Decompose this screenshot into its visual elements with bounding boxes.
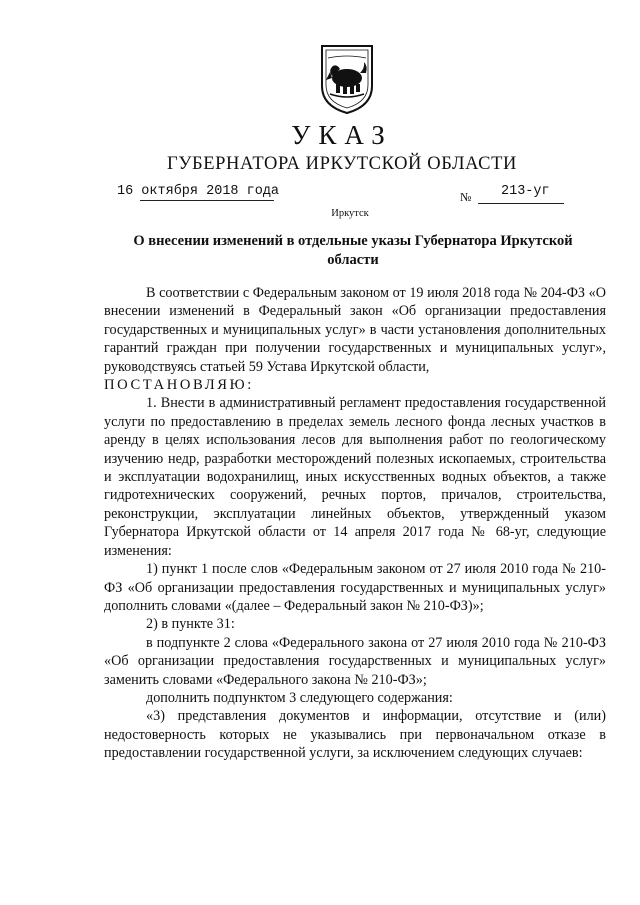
decree-word: ПОСТАНОВЛЯЮ:	[104, 377, 254, 394]
paragraph-item-1: 1. Внести в административный регламент предоставления государственной услуги по предоставлению в пределах земель лесного фонда лесных участков в аренду в целях использования лесов для выполнения работ по геологическому изучению недр, разработки месторождений полезных ископаемых, строительства и эксплуатации водохранилищ, иных искусственных водных объектов, а также гидротехнических сооружений, речных портов, причалов, строительства, реконструкции, эксплуатации линейных объектов, утвержденный указом Губернатора Иркутской области от 14 апреля 2017 года № 68-уг, следующие изменения:	[104, 395, 606, 559]
paragraph-subitem-1: 1) пункт 1 после слов «Федеральным законом от 27 июля 2010 года № 210-ФЗ «Об организации предоставления государственных и муниципальных услуг» дополнить словами «(далее – Федеральный закон № 210-ФЗ)»;	[104, 561, 606, 614]
irkutsk-coat-of-arms-icon	[318, 42, 376, 116]
document-title: УКАЗ	[291, 120, 393, 150]
number-sign: №	[460, 190, 472, 204]
paragraph-preamble: В соответствии с Федеральным законом от 19 июля 2018 года № 204-ФЗ «О внесении изменений в Федеральный закон «Об организации предоставления государственных и муниципальных услуг» в части установления дополнительных гарантий граждан при получении государственных и муниципальных услуг», руководствуясь статьей 59 Устава Иркутской области,	[104, 285, 606, 375]
number-underline	[478, 203, 564, 204]
document-body	[104, 284, 606, 763]
paragraph-subpoint-3: «3) представления документов и информации, отсутствие и (или) недостоверность которых не указывались при первоначальном отказе в предоставлении государственной услуги, за исключением следующих случаев:	[104, 708, 606, 762]
paragraph-subpoint-2: в подпункте 2 слова «Федерального закона от 27 июля 2010 года № 210-ФЗ «Об организации предоставления государственных и муниципальных услуг» заменить словами «Федерального закона № 210-ФЗ»;	[104, 634, 606, 688]
document-city: Иркутск	[331, 208, 369, 219]
paragraph-subitem-2: 2) в пункте 31:	[146, 616, 235, 633]
document-subtitle: ГУБЕРНАТОРА ИРКУТСКОЙ ОБЛАСТИ	[167, 154, 517, 174]
document-number: 213-уг	[501, 184, 550, 199]
paragraph-add-subpoint: дополнить подпунктом 3 следующего содержания:	[146, 689, 453, 706]
document-heading: О внесении изменений в отдельные указы Губернатора Иркутской области	[133, 233, 573, 268]
document-date: 16 октября 2018 года	[117, 184, 280, 199]
date-underline	[140, 200, 274, 201]
